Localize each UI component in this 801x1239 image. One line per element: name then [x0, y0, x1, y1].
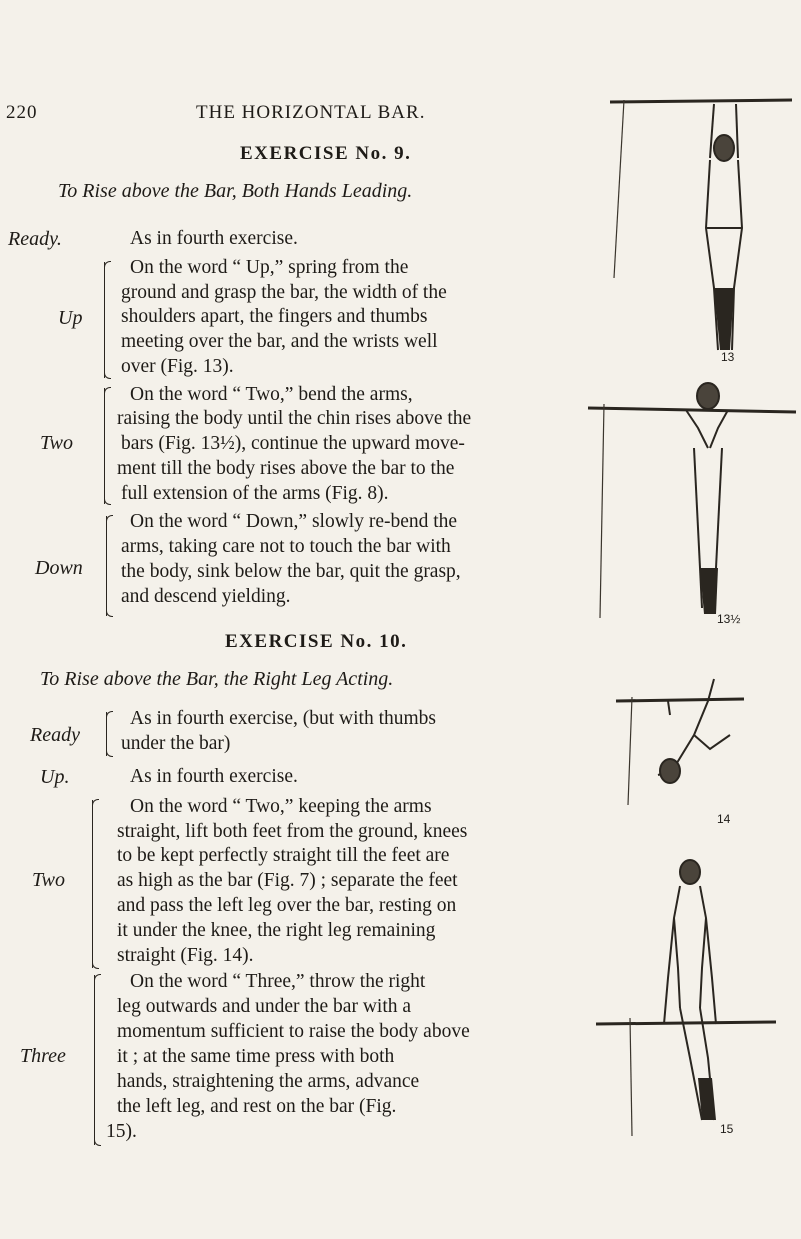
ex10-three-line-4: it ; at the same time press with both [117, 1046, 395, 1067]
ex9-down-brace [106, 516, 107, 616]
ex10-three-line-7: 15). [106, 1121, 137, 1142]
ex10-three-line-3: momentum sufficient to raise the body above [117, 1021, 470, 1042]
ex10-three-line-1: On the word “ Three,” throw the right [130, 971, 426, 992]
running-head: THE HORIZONTAL BAR. [196, 102, 426, 123]
ex9-down-line-4: and descend yielding. [121, 586, 291, 607]
ex9-up-line-4: meeting over the bar, and the wrists well [121, 331, 438, 352]
ex10-two-line-5: and pass the left leg over the bar, resting on [117, 895, 457, 916]
ex9-two-line-2: raising the body until the chin rises above the [117, 408, 472, 429]
ex9-ready-line: As in fourth exercise. [130, 228, 298, 249]
ex10-two-line-7: straight (Fig. 14). [117, 945, 254, 966]
figure-13-half-label: 13½ [717, 612, 741, 626]
ex10-three-brace [94, 975, 95, 1145]
ex9-up-brace [104, 262, 105, 378]
ex10-three-line-6: the left leg, and rest on the bar (Fig. [117, 1096, 397, 1117]
ex9-up-line-1: On the word “ Up,” spring from the [130, 257, 409, 278]
ex10-two-brace [92, 800, 93, 968]
figure-15-illustration [590, 858, 780, 1138]
figure-13-label: 13 [721, 350, 735, 364]
ex9-ready-label: Ready. [8, 228, 62, 250]
ex9-down-label: Down [35, 557, 83, 579]
figure-14-label: 14 [717, 812, 731, 826]
figure-13-illustration [606, 88, 796, 358]
ex10-ready-brace [106, 712, 107, 756]
ex9-two-line-1: On the word “ Two,” bend the arms, [130, 384, 413, 405]
ex9-two-line-3: bars (Fig. 13½), continue the upward move- [121, 433, 465, 454]
exercise-10-title: EXERCISE No. 10. [225, 631, 408, 652]
ex10-two-line-1: On the word “ Two,” keeping the arms [130, 796, 432, 817]
figure-13-half-illustration [586, 368, 798, 623]
ex10-up-line: As in fourth exercise. [130, 766, 298, 787]
ex9-down-line-1: On the word “ Down,” slowly re-bend the [130, 511, 458, 532]
ex10-two-line-4: as high as the bar (Fig. 7) ; separate the feet [117, 870, 458, 891]
ex10-up-label: Up. [40, 766, 70, 788]
ex10-ready-line-2: under the bar) [121, 733, 231, 754]
ex10-three-line-5: hands, straightening the arms, advance [117, 1071, 420, 1092]
ex10-three-line-2: leg outwards and under the bar with a [117, 996, 412, 1017]
ex10-two-label: Two [32, 869, 65, 891]
ex9-two-label: Two [40, 432, 73, 454]
ex10-two-line-6: it under the knee, the right leg remaining [117, 920, 436, 941]
figure-14-illustration [610, 675, 750, 810]
ex9-two-brace [104, 388, 105, 504]
ex9-up-label: Up [58, 307, 83, 329]
ex10-two-line-3: to be kept perfectly straight till the feet are [117, 845, 450, 866]
ex9-up-line-5: over (Fig. 13). [121, 356, 234, 377]
ex10-ready-label: Ready [30, 724, 80, 746]
ex9-down-line-3: the body, sink below the bar, quit the grasp, [121, 561, 461, 582]
ex9-up-line-2: ground and grasp the bar, the width of the [121, 282, 447, 303]
exercise-9-subtitle: To Rise above the Bar, Both Hands Leading. [58, 180, 413, 202]
figure-15-label: 15 [720, 1122, 734, 1136]
ex9-up-line-3: shoulders apart, the fingers and thumbs [121, 306, 428, 327]
ex10-two-line-2: straight, lift both feet from the ground, knees [117, 821, 468, 842]
exercise-9-title: EXERCISE No. 9. [240, 143, 412, 164]
exercise-10-subtitle: To Rise above the Bar, the Right Leg Acting. [40, 668, 394, 690]
ex9-down-line-2: arms, taking care not to touch the bar with [121, 536, 451, 557]
page-number: 220 [6, 102, 38, 123]
ex9-two-line-4: ment till the body rises above the bar to the [117, 458, 455, 479]
ex10-ready-line-1: As in fourth exercise, (but with thumbs [130, 708, 436, 729]
ex10-three-label: Three [20, 1045, 66, 1067]
ex9-two-line-5: full extension of the arms (Fig. 8). [121, 483, 389, 504]
